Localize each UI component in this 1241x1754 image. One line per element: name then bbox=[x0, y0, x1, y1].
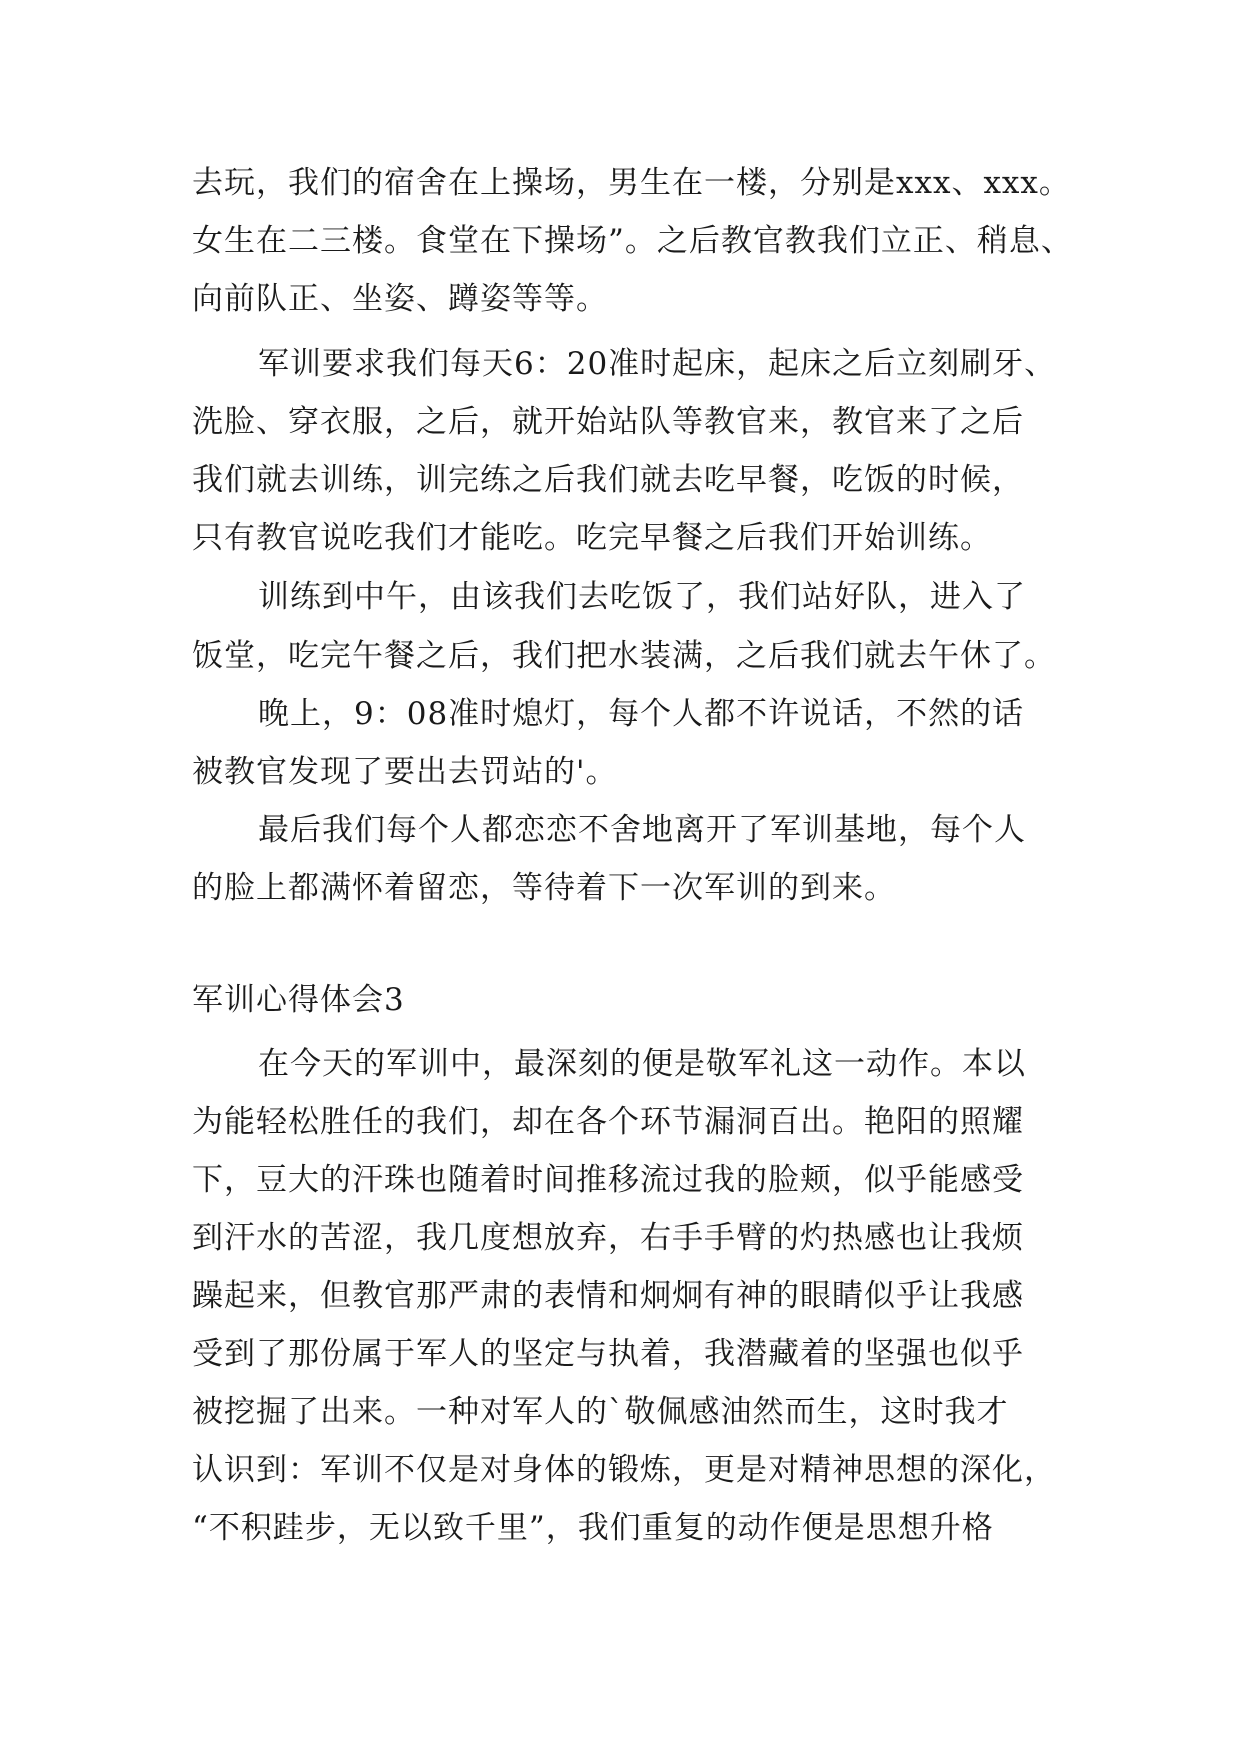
paragraph-line: 为能轻松胜任的我们，却在各个环节漏洞百出。艳阳的照耀 bbox=[192, 1104, 1024, 1140]
paragraph-line: 被挖掘了出来。一种对军人的`敬佩感油然而生，这时我才 bbox=[192, 1394, 1009, 1430]
paragraph-line: 我们就去训练，训完练之后我们就去吃早餐，吃饭的时候， bbox=[192, 462, 1024, 498]
paragraph-line: 女生在二三楼。食堂在下操场”。之后教官教我们立正、稍息、 bbox=[192, 223, 1073, 259]
paragraph-line: 到汗水的苦涩，我几度想放弃，右手手臂的灼热感也让我烦 bbox=[192, 1220, 1024, 1256]
paragraph-line: 受到了那份属于军人的坚定与执着，我潜藏着的坚强也似乎 bbox=[192, 1336, 1024, 1372]
paragraph-line: 军训要求我们每天6：20准时起床，起床之后立刻刷牙、 bbox=[258, 346, 1057, 382]
paragraph-line: 只有教官说吃我们才能吃。吃完早餐之后我们开始训练。 bbox=[192, 520, 992, 556]
paragraph-line: 洗脸、穿衣服，之后，就开始站队等教官来，教官来了之后 bbox=[192, 404, 1024, 440]
paragraph-line: 训练到中午，由该我们去吃饭了，我们站好队，进入了 bbox=[258, 579, 1026, 615]
paragraph-line: 在今天的军训中，最深刻的便是敬军礼这一动作。本以 bbox=[258, 1046, 1026, 1082]
section-heading: 军训心得体会3 bbox=[192, 982, 405, 1018]
paragraph-line: 向前队正、坐姿、蹲姿等等。 bbox=[192, 281, 608, 317]
paragraph-line: 饭堂，吃完午餐之后，我们把水装满，之后我们就去午休了。 bbox=[192, 638, 1056, 674]
paragraph-line: “不积跬步，无以致千里”，我们重复的动作便是思想升格 bbox=[192, 1510, 994, 1546]
paragraph-line: 被教官发现了要出去罚站的'。 bbox=[192, 754, 618, 790]
paragraph-line: 躁起来，但教官那严肃的表情和炯炯有神的眼睛似乎让我感 bbox=[192, 1278, 1024, 1314]
paragraph-line: 最后我们每个人都恋恋不舍地离开了军训基地，每个人 bbox=[258, 812, 1026, 848]
paragraph-line: 晚上，9：08准时熄灯，每个人都不许说话，不然的话 bbox=[258, 696, 1025, 732]
paragraph-line: 的脸上都满怀着留恋，等待着下一次军训的到来。 bbox=[192, 870, 896, 906]
paragraph-line: 下，豆大的汗珠也随着时间推移流过我的脸颊，似乎能感受 bbox=[192, 1162, 1024, 1198]
paragraph-line: 去玩，我们的宿舍在上操场，男生在一楼，分别是xxx、xxx。 bbox=[192, 165, 1071, 201]
paragraph-line: 认识到：军训不仅是对身体的锻炼，更是对精神思想的深化， bbox=[192, 1452, 1056, 1488]
